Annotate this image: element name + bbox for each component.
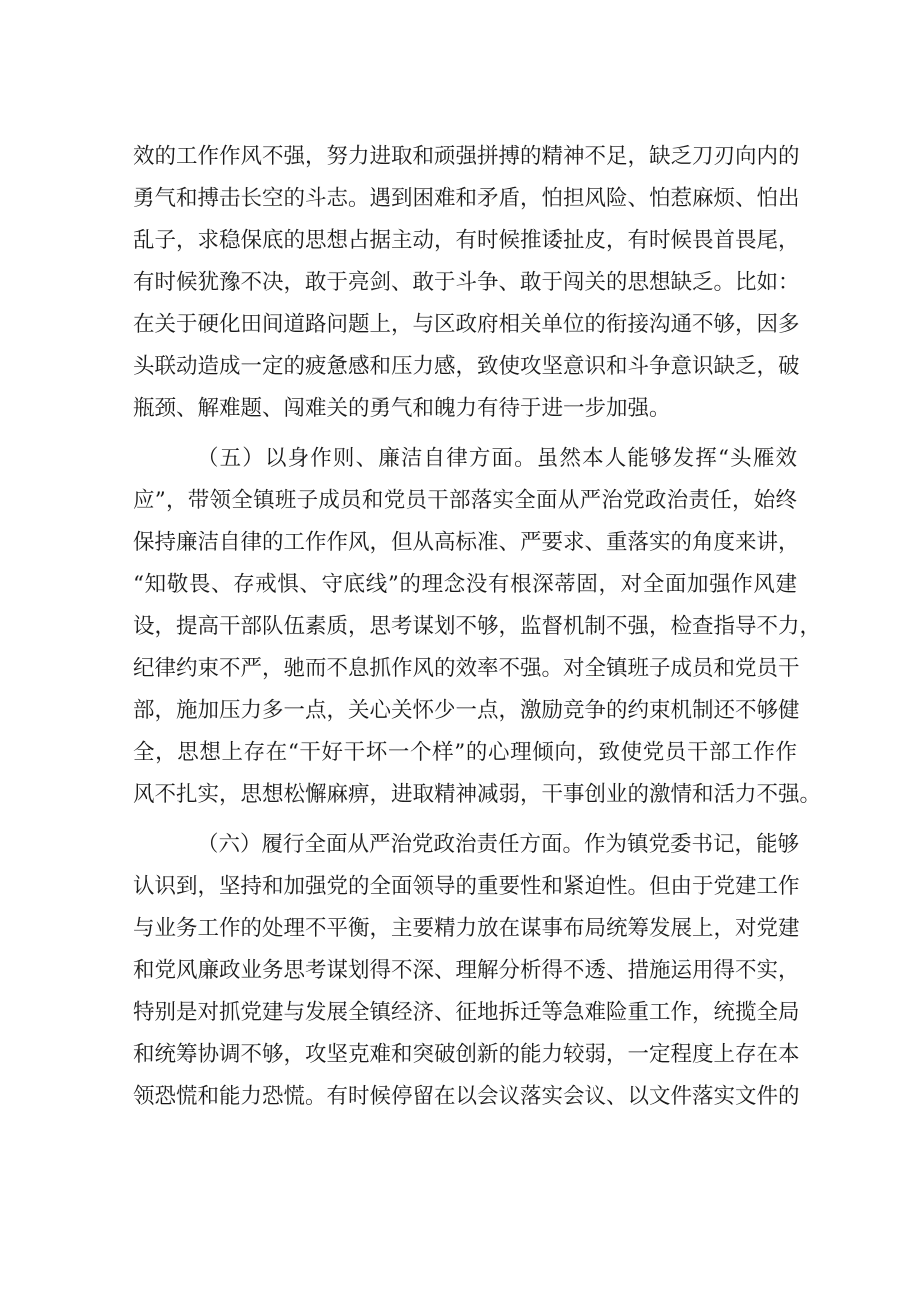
text-line-14: 部，施加压力多一点，关心关怀少一点，激励竞争的约束机制还不够健 [133, 698, 800, 723]
text-line-9: 应”，带领全镇班子成员和党员干部落实全面从严治党政治责任，始终 [133, 488, 797, 513]
text-line-1: 效的工作作风不强，努力进取和顽强拼搏的精神不足，缺乏刀刃向内的 [133, 144, 800, 169]
text-line-10: 保持廉洁自律的工作作风，但从高标准、严要求、重落实的角度来讲， [133, 530, 800, 555]
text-line-7: 瓶颈、解难题、闯难关的勇气和魄力有待于进一步加强。 [133, 396, 671, 421]
text-line-21: 特别是对抓党建与发展全镇经济、征地拆迁等急难险重工作，统揽全局 [133, 1000, 800, 1025]
text-line-5: 在关于硬化田间道路问题上，与区政府相关单位的衔接沟通不够，因多 [133, 312, 800, 337]
text-line-2: 勇气和搏击长空的斗志。遇到困难和矛盾，怕担风险、怕惹麻烦、怕出 [133, 186, 800, 211]
text-line-23: 领恐慌和能力恐慌。有时候停留在以会议落实会议、以文件落实文件的 [133, 1084, 800, 1109]
text-line-22: 和统筹协调不够，攻坚克难和突破创新的能力较弱，一定程度上存在本 [133, 1042, 800, 1067]
text-line-20: 和党风廉政业务思考谋划得不深、理解分析得不透、措施运用得不实， [133, 958, 800, 983]
text-line-3: 乱子，求稳保底的思想占据主动，有时候推诿扯皮，有时候畏首畏尾， [133, 228, 800, 253]
text-line-18: 认识到，坚持和加强党的全面领导的重要性和紧迫性。但由于党建工作 [133, 874, 800, 899]
text-line-4: 有时候犹豫不决，敢于亮剑、敢于斗争、敢于闯关的思想缺乏。比如： [133, 270, 800, 295]
text-line-12: 设，提高干部队伍素质，思考谋划不够，监督机制不强，检查指导不力， [133, 614, 822, 639]
text-line-6: 头联动造成一定的疲惫感和压力感，致使攻坚意识和斗争意识缺乏，破 [133, 354, 800, 379]
text-line-16: 风不扎实，思想松懈麻痹，进取精神减弱，干事创业的激情和活力不强。 [133, 782, 822, 807]
paragraph-5-heading-line: （五）以身作则、廉洁自律方面。虽然本人能够发挥“头雁效 [197, 446, 797, 471]
text-line-11: “知敬畏、存戒惧、守底线”的理念没有根深蒂固，对全面加强作风建 [133, 572, 797, 597]
text-line-19: 与业务工作的处理不平衡，主要精力放在谋事布局统筹发展上，对党建 [133, 916, 800, 941]
text-line-15: 全，思想上存在“干好干坏一个样”的心理倾向，致使党员干部工作作 [133, 740, 797, 765]
paragraph-6-heading-line: （六）履行全面从严治党政治责任方面。作为镇党委书记，能够 [197, 832, 800, 857]
text-line-13: 纪律约束不严，驰而不息抓作风的效率不强。对全镇班子成员和党员干 [133, 656, 800, 681]
